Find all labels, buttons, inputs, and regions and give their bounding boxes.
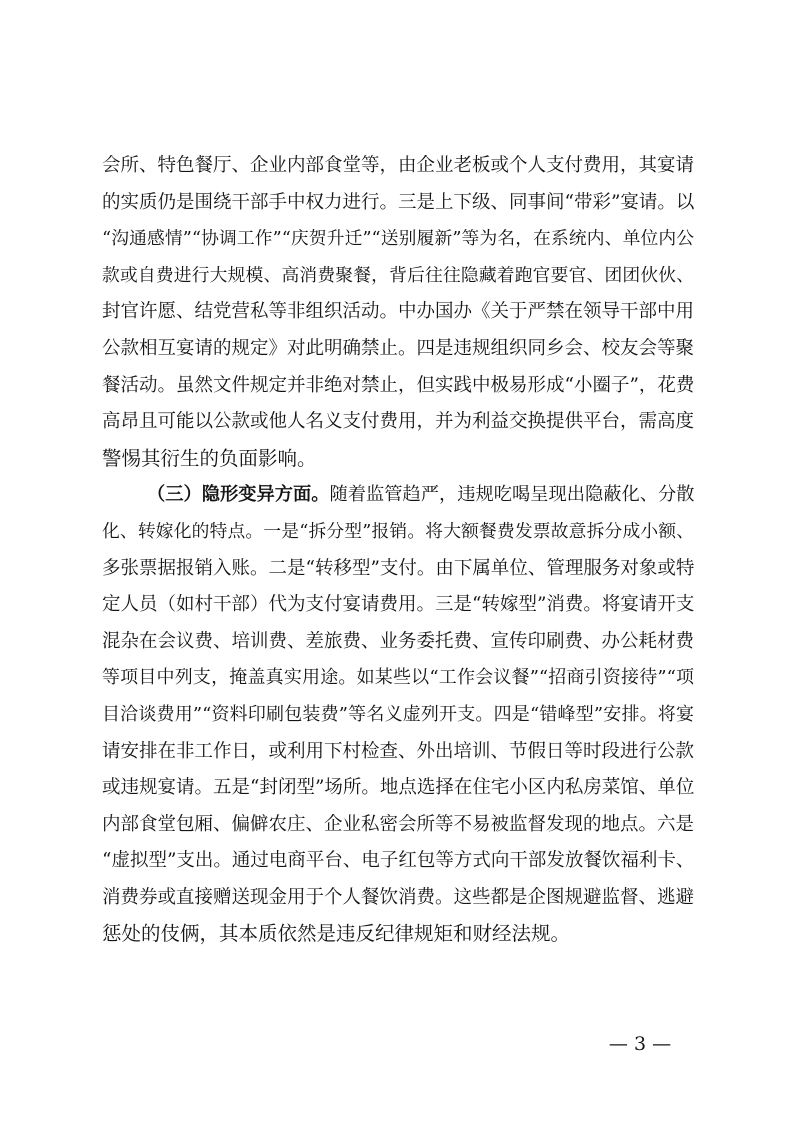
text-line: 目洽谈费用”“资料印刷包装费”等名义虚列开支。四是“错峰型”安排。将宴: [102, 703, 694, 725]
section-heading: （三）隐形变异方面。: [147, 484, 330, 506]
text-line: 消费券或直接赠送现金用于个人餐饮消费。这些都是企图规避监督、逃避: [102, 886, 695, 908]
text-line: 等项目中列支，掩盖真实用途。如某些以“工作会议餐”“招商引资接待”“项: [102, 667, 694, 689]
text-line: 混杂在会议费、培训费、差旅费、业务委托费、宣传印刷费、办公耗材费: [102, 630, 695, 652]
text-line: 的实质仍是围绕干部手中权力进行。三是上下级、同事间“带彩”宴请。以: [102, 191, 695, 213]
page-number: — 3 —: [608, 1033, 672, 1055]
first-line-text: 随着监管趋严，违规吃喝呈现出隐蔽化、分散: [329, 484, 695, 506]
text-line: 惩处的伎俩，其本质依然是违反纪律规矩和财经法规。: [102, 922, 571, 946]
text-line: 或违规宴请。五是“封闭型”场所。地点选择在住宅小区内私房菜馆、单位: [102, 777, 695, 799]
body-text: [102, 148, 694, 953]
text-line: “虚拟型”支出。通过电商平台、电子红包等方式向干部发放餐饮福利卡、: [102, 850, 695, 872]
text-line: 化、转嫁化的特点。一是“拆分型”报销。将大额餐费发票故意拆分成小额、: [102, 521, 694, 542]
text-line: 定人员（如村干部）代为支付宴请费用。三是“转嫁型”消费。将宴请开支: [102, 594, 695, 616]
text-line: 请安排在非工作日，或利用下村检查、外出培训、节假日等时段进行公款: [102, 740, 695, 762]
text-line: 会所、特色餐厅、企业内部食堂等，由企业老板或个人支付费用，其宴请: [102, 155, 695, 176]
text-line: 公款相互宴请的规定》对此明确禁止。四是违规组织同乡会、校友会等聚: [102, 337, 695, 359]
text-line: 高昂且可能以公款或他人名义支付费用，并为利益交换提供平台，需高度: [102, 411, 695, 433]
text-line: “沟通感情”“协调工作”“庆贺升迁”“送别履新”等为名，在系统内、单位内公: [102, 229, 694, 250]
text-line: 内部食堂包厢、偏僻农庄、企业私密会所等不易被监督发现的地点。六是: [102, 813, 695, 835]
text-line-first: [102, 477, 694, 514]
text-line: 封官许愿、结党营私等非组织活动。中办国办《关于严禁在领导干部中用: [102, 301, 695, 323]
text-line: 多张票据报销入账。二是“转移型”支付。由下属单位、管理服务对象或特: [102, 557, 695, 579]
text-line: 款或自费进行大规模、高消费聚餐，背后往往隐藏着跑官要官、团团伙伙、: [102, 265, 694, 286]
text-line: 警惕其衍生的负面影响。: [102, 446, 317, 470]
paragraph-2: [102, 477, 694, 953]
text-line: 餐活动。虽然文件规定并非绝对禁止，但实践中极易形成“小圈子”，花费: [102, 374, 695, 396]
paragraph-1: [102, 148, 694, 477]
